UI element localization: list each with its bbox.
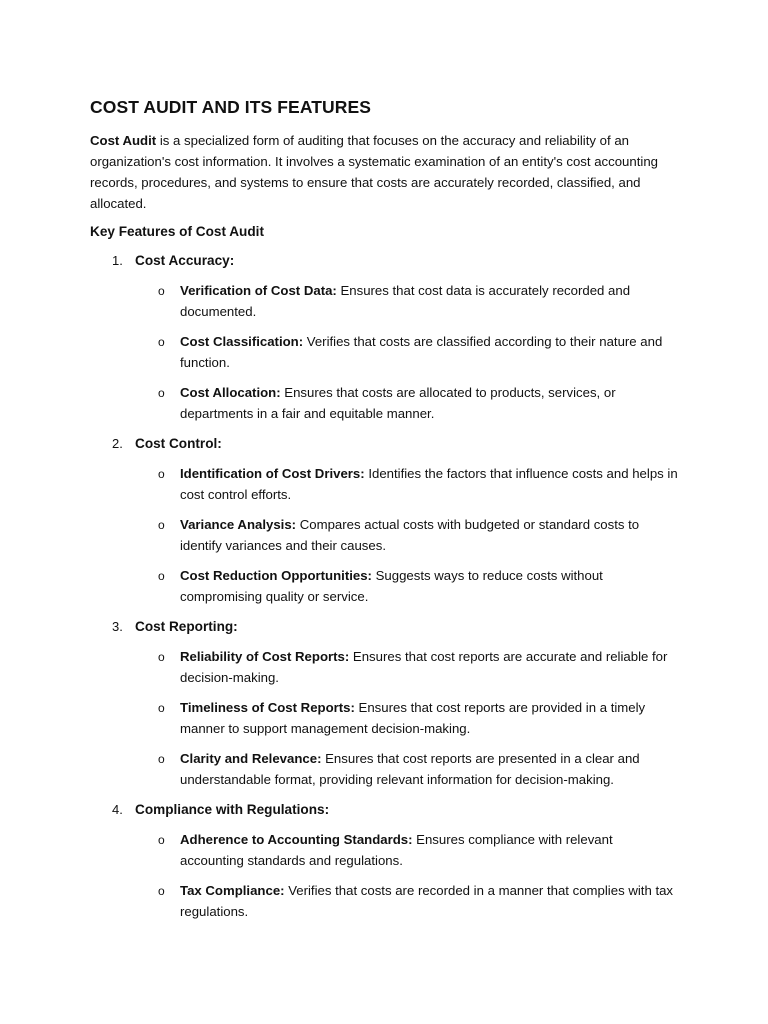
list-item-description: Ensures that cost data is accurately recorded and documented. xyxy=(180,283,631,319)
list-item-description: Identifies the factors that influence costs and helps in cost control efforts. xyxy=(180,466,678,502)
list-item-text xyxy=(180,698,678,739)
list-item-text xyxy=(180,332,678,373)
intro-paragraph xyxy=(90,130,678,214)
section-heading: Cost Accuracy: xyxy=(135,253,235,268)
list-item-description: Ensures compliance with relevant accounting standards and regulations. xyxy=(180,832,613,868)
list-item xyxy=(90,830,678,871)
intro-term: Cost Audit xyxy=(90,133,157,148)
list-item-term: Cost Reduction Opportunities: xyxy=(180,568,372,583)
list-item-term: Cost Classification: xyxy=(180,334,304,349)
section-heading: Cost Reporting: xyxy=(135,619,238,634)
bullet-marker: o xyxy=(158,335,165,349)
features-list xyxy=(90,251,678,922)
list-item-description: Ensures that costs are allocated to products, services, or departments in a fair and equitable manner. xyxy=(180,385,616,421)
section-items xyxy=(90,281,678,424)
list-item xyxy=(90,881,678,922)
list-item-description: Ensures that cost reports are provided in a timely manner to support management decision-making. xyxy=(180,700,646,736)
list-item-text xyxy=(180,515,678,556)
bullet-marker: o xyxy=(158,518,165,532)
list-item xyxy=(90,698,678,739)
list-item-text xyxy=(180,464,678,505)
list-item xyxy=(90,647,678,688)
document-title: COST AUDIT AND ITS FEATURES xyxy=(90,97,372,117)
list-item-text xyxy=(180,647,678,688)
list-item xyxy=(90,383,678,424)
list-item-text xyxy=(180,749,678,790)
list-item-text xyxy=(180,383,678,424)
section-number: 1. xyxy=(112,253,123,268)
list-item-text xyxy=(180,566,678,607)
section-number: 4. xyxy=(112,802,123,817)
list-item-description: Suggests ways to reduce costs without compromising quality or service. xyxy=(180,568,603,604)
list-item-term: Cost Allocation: xyxy=(180,385,281,400)
section-heading: Compliance with Regulations: xyxy=(135,802,330,817)
list-item-term: Variance Analysis: xyxy=(180,517,297,532)
key-features-heading: Key Features of Cost Audit xyxy=(90,224,264,239)
bullet-marker: o xyxy=(158,833,165,847)
bullet-marker: o xyxy=(158,467,165,481)
bullet-marker: o xyxy=(158,701,165,715)
list-item-text xyxy=(180,281,678,322)
section-number: 3. xyxy=(112,619,123,634)
bullet-marker: o xyxy=(158,752,165,766)
list-item xyxy=(90,464,678,505)
list-item-term: Tax Compliance: xyxy=(180,883,285,898)
section-number: 2. xyxy=(112,436,123,451)
list-item-description: Ensures that cost reports are accurate and reliable for decision-making. xyxy=(180,649,668,685)
feature-section xyxy=(90,251,678,424)
bullet-marker: o xyxy=(158,884,165,898)
list-item xyxy=(90,515,678,556)
feature-section xyxy=(90,434,678,607)
section-heading-row xyxy=(90,617,678,637)
section-heading-row xyxy=(90,434,678,454)
list-item xyxy=(90,281,678,322)
list-item-text xyxy=(180,881,678,922)
section-items xyxy=(90,464,678,607)
section-items xyxy=(90,647,678,790)
bullet-marker: o xyxy=(158,386,165,400)
feature-section xyxy=(90,617,678,790)
list-item-term: Timeliness of Cost Reports: xyxy=(180,700,355,715)
list-item-text xyxy=(180,830,678,871)
bullet-marker: o xyxy=(158,284,165,298)
list-item-description: Verifies that costs are classified according to their nature and function. xyxy=(180,334,663,370)
list-item-description: Verifies that costs are recorded in a manner that complies with tax regulations. xyxy=(180,883,674,919)
feature-section xyxy=(90,800,678,922)
list-item-term: Clarity and Relevance: xyxy=(180,751,322,766)
section-heading-row xyxy=(90,800,678,820)
bullet-marker: o xyxy=(158,569,165,583)
list-item-term: Reliability of Cost Reports: xyxy=(180,649,350,664)
bullet-marker: o xyxy=(158,650,165,664)
list-item-description: Compares actual costs with budgeted or standard costs to identify variances and their causes. xyxy=(180,517,640,553)
list-item-description: Ensures that cost reports are presented in a clear and understandable format, providing relevant information for decision-making. xyxy=(180,751,640,787)
section-items xyxy=(90,830,678,922)
list-item xyxy=(90,332,678,373)
list-item xyxy=(90,566,678,607)
intro-text: is a specialized form of auditing that focuses on the accuracy and reliability of an organization's cost information. It involves a systematic examination of an entity's cost accounting records, procedures, and systems to ensure that costs are accurately recorded, classified, and allocated. xyxy=(90,133,658,211)
section-heading: Cost Control: xyxy=(135,436,222,451)
list-item-term: Identification of Cost Drivers: xyxy=(180,466,365,481)
list-item-term: Adherence to Accounting Standards: xyxy=(180,832,413,847)
list-item xyxy=(90,749,678,790)
section-heading-row xyxy=(90,251,678,271)
list-item-term: Verification of Cost Data: xyxy=(180,283,337,298)
